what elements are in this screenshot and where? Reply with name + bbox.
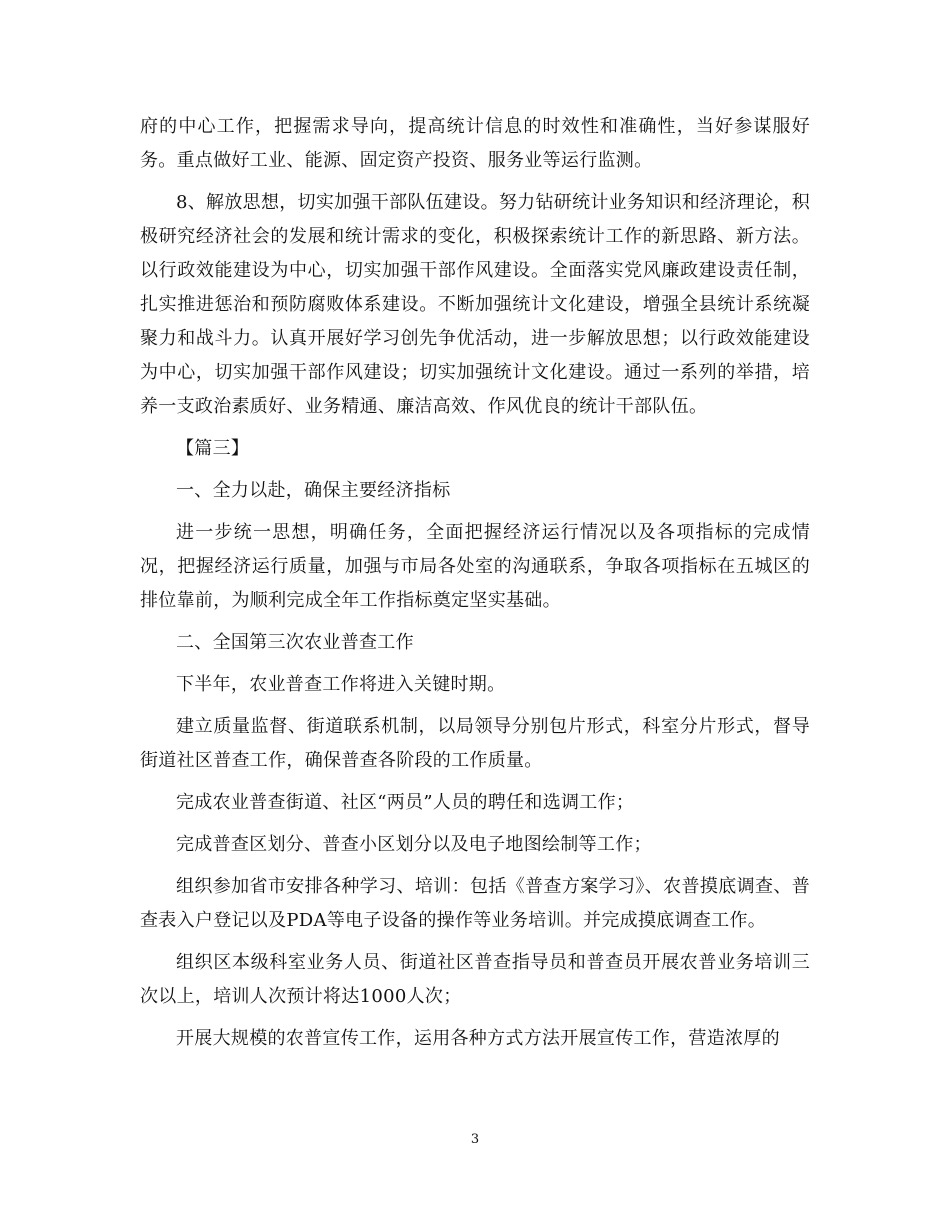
paragraph: 进一步统一思想，明确任务，全面把握经济运行情况以及各项指标的完成情况，把握经济运行质量，加强与市局各处室的沟通联系，争取各项指标在五城区的排位靠前，为顺利完成全年工作指标奠定坚实基础。 — [140, 522, 810, 611]
paragraph: 府的中心工作，把握需求导向，提高统计信息的时效性和准确性，当好参谋服好务。重点做好工业、能源、固定资产投资、服务业等运行监测。 — [140, 116, 810, 171]
paragraph: 组织参加省市安排各种学习、培训：包括《普查方案学习》、农普摸底调查、普查表入户登记以及PDA等电子设备的操作等业务培训。并完成摸底调查工作。 — [140, 876, 810, 931]
paragraph: 完成农业普查街道、社区“两员”人员的聘任和选调工作； — [176, 792, 635, 813]
paragraph: 建立质量监督、街道联系机制，以局领导分别包片形式，科室分片形式，督导街道社区普查工作，确保普查各阶段的工作质量。 — [140, 716, 810, 771]
paragraph: 下半年，农业普查工作将进入关键时期。 — [176, 674, 506, 695]
paragraph: 组织区本级科室业务人员、街道社区普查指导员和普查员开展农普业务培训三次以上，培训人次预计将达1000人次； — [140, 952, 810, 1007]
paragraph: 开展大规模的农普宣传工作，运用各种方式方法开展宣传工作，营造浓厚的 — [176, 1028, 780, 1049]
page-number: 3 — [470, 1132, 480, 1147]
section-heading: 【篇三】 — [176, 438, 250, 459]
document-body — [140, 110, 810, 1064]
paragraph: 完成普查区划分、普查小区划分以及电子地图绘制等工作； — [176, 834, 652, 855]
paragraph: 8、解放思想，切实加强干部队伍建设。努力钻研统计业务知识和经济理论，积极研究经济社会的发展和统计需求的变化，积极探索统计工作的新思路、新方法。以行政效能建设为中心，切实加强干部作风建设。全面落实党风廉政建设责任制，扎实推进惩治和预防腐败体系建设。不断加强统计文化建设，增强全县统计系统凝聚力和战斗力。认真开展好学习创先争优活动，进一步解放思想；以行政效能建设为中心，切实加强干部作风建设；切实加强统计文化建设。通过一系列的举措，培养一支政治素质好、业务精通、廉洁高效、作风优良的统计干部队伍。 — [140, 192, 810, 417]
subsection-heading: 二、全国第三次农业普查工作 — [176, 632, 414, 653]
subsection-heading: 一、全力以赴，确保主要经济指标 — [176, 480, 451, 501]
